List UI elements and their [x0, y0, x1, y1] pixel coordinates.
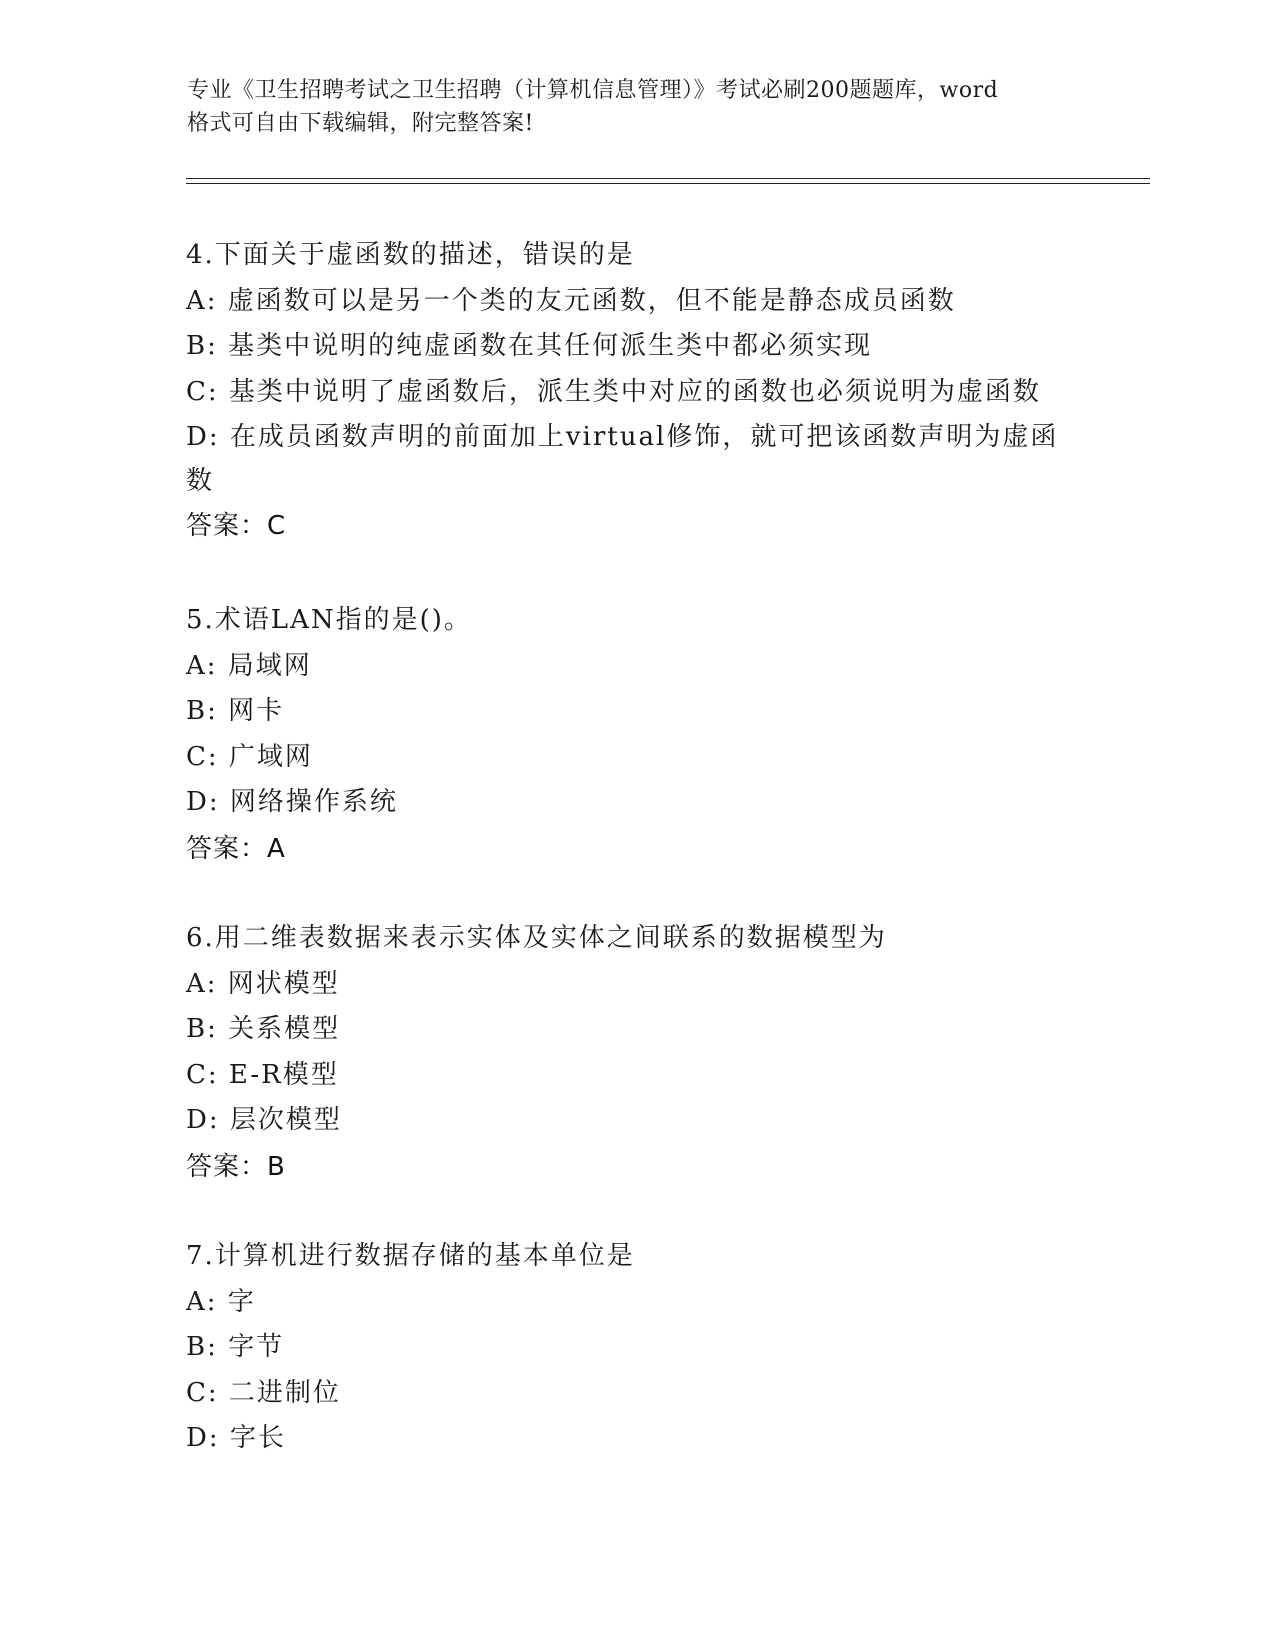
option-b: B: 网卡 [186, 696, 285, 726]
option-a: A: 字 [186, 1286, 256, 1317]
answer: 答案：B [186, 1151, 286, 1182]
option-b: B: 基类中说明的纯虚函数在其任何派生类中都必须实现 [186, 331, 873, 361]
option-c: C: E-R模型 [186, 1059, 339, 1090]
option-b: B: 字节 [186, 1332, 285, 1362]
question-4 [186, 233, 1086, 549]
answer: 答案：C [186, 511, 287, 541]
option-a: A: 虚函数可以是另一个类的友元函数，但不能是静态成员函数 [186, 285, 956, 316]
header-divider-bottom [186, 183, 1150, 184]
question-5 [186, 598, 1086, 872]
option-c: C: 二进制位 [186, 1377, 341, 1408]
question-6 [186, 916, 1086, 1190]
question-7 [186, 1234, 1086, 1462]
question-stem: 6.用二维表数据来表示实体及实体之间联系的数据模型为 [186, 923, 887, 953]
option-d: D: 层次模型 [186, 1105, 342, 1135]
header-line-2: 格式可自由下载编辑，附完整答案! [187, 111, 534, 136]
header-line-1: 专业《卫生招聘考试之卫生招聘（计算机信息管理）》考试必刷200题题库，word [187, 78, 999, 103]
question-stem: 4.下面关于虚函数的描述，错误的是 [186, 240, 635, 270]
option-d: D: 在成员函数声明的前面加上virtual修饰，就可把该函数声明为虚函数 [186, 422, 1059, 496]
question-stem: 5.术语LAN指的是()。 [186, 605, 472, 635]
answer: 答案：A [186, 833, 286, 864]
option-a: A: 局域网 [186, 650, 312, 681]
question-stem: 7.计算机进行数据存储的基本单位是 [186, 1241, 635, 1271]
option-b: B: 关系模型 [186, 1014, 341, 1044]
option-a: A: 网状模型 [186, 968, 340, 999]
header-divider-top [186, 178, 1150, 179]
option-d: D: 网络操作系统 [186, 787, 398, 817]
option-c: C: 基类中说明了虚函数后，派生类中对应的函数也必须说明为虚函数 [186, 376, 1041, 407]
option-d: D: 字长 [186, 1423, 286, 1453]
document-header [187, 74, 1087, 140]
option-c: C: 广域网 [186, 741, 313, 772]
